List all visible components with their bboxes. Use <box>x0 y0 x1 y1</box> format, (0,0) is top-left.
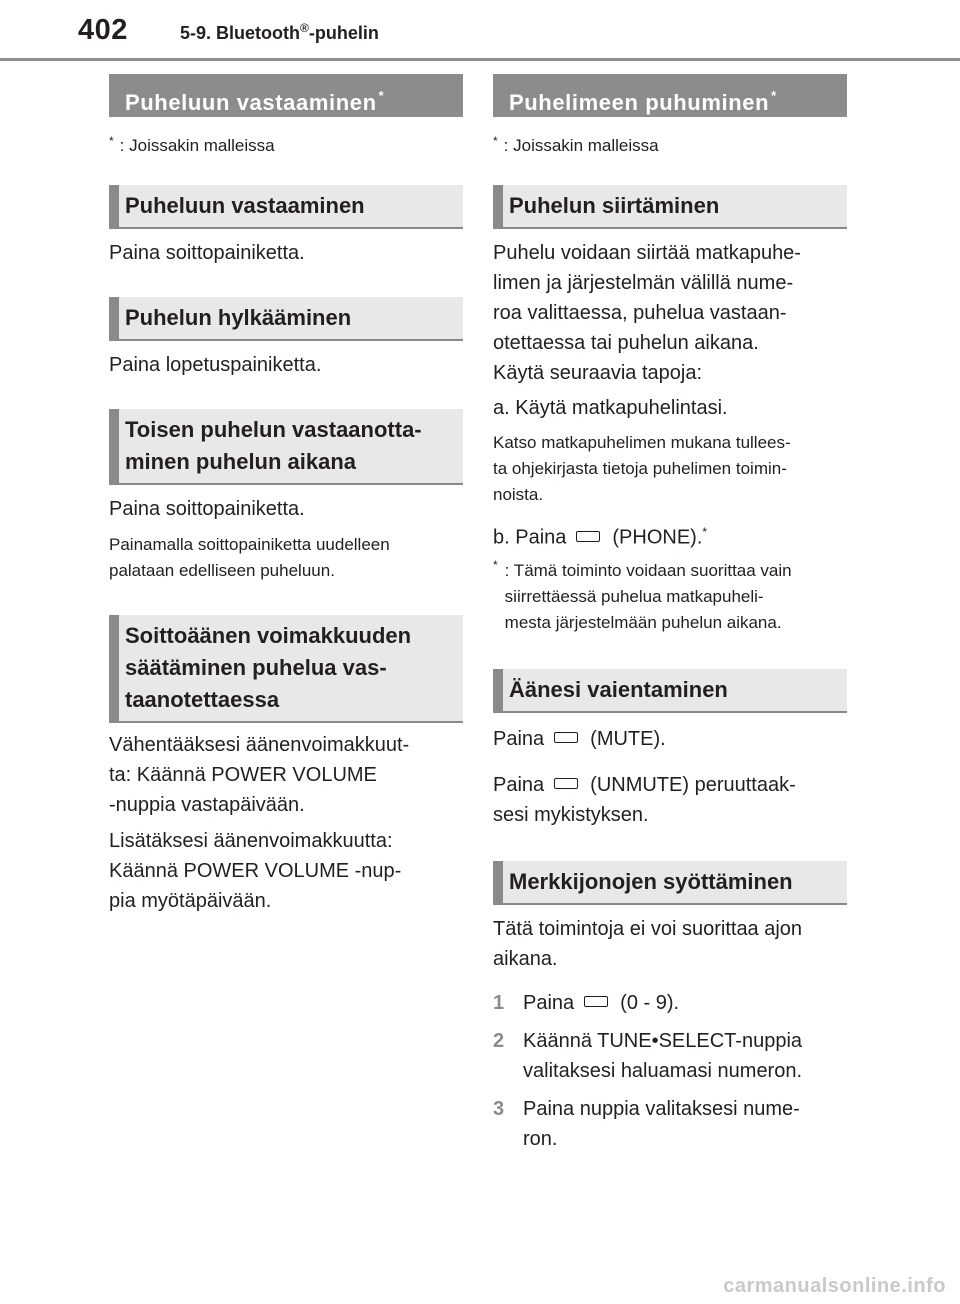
ring-volume-decrease: Vähentääksesi äänenvoimakkuut- ta: Käännä POWER VOLUME -nuppia vastapäivään. <box>109 734 410 816</box>
step-3: 3 Paina nuppia valitaksesi nume- ron. <box>493 1097 800 1150</box>
mute-text: Paina (MUTE). <box>493 727 666 750</box>
section-heading-ring-volume: Soittoäänen voimakkuuden säätäminen puhelua vas- taanotettaessa <box>109 615 463 723</box>
page-number: 402 <box>78 14 128 46</box>
transfer-option-a-note: Katso matkapuhelimen mukana tullees- ta ohjekirjasta tietoja puhelimen toimin- noista. <box>493 433 791 504</box>
mute-button-icon <box>554 732 578 743</box>
ring-volume-increase: Lisätäksesi äänenvoimakkuutta: Käännä POWER VOLUME -nup- pia myötäpäivään. <box>109 830 402 912</box>
model-note: * : Joissakin malleissa <box>109 134 275 155</box>
section-heading-input: Merkkijonojen syöttäminen <box>493 861 847 905</box>
left-column <box>109 74 463 916</box>
input-text: Tätä toimintoja ei voi suorittaa ajon aikana. <box>493 917 803 970</box>
phone-button-icon <box>576 531 600 542</box>
section-heading-reject: Puhelun hylkääminen <box>109 297 463 341</box>
section-heading-second-call: Toisen puhelun vastaanotta- minen puhelun aikana <box>109 409 463 485</box>
section-heading-transfer: Puhelun siirtäminen <box>493 185 847 229</box>
transfer-footnote: * : Tämä toiminto voidaan suorittaa vain siirrettäessä puhelua matkapuheli- mesta järjestelmään puhelun aikana. <box>493 557 792 632</box>
main-heading-answer: Puheluun vastaaminen * <box>109 74 463 117</box>
step-1: 1 Paina (0 - 9). <box>493 991 680 1014</box>
section-heading-answer: Puheluun vastaaminen <box>109 185 463 229</box>
step-2: 2 Käännä TUNE•SELECT-nuppia valitaksesi haluamasi numeron. <box>493 1029 803 1082</box>
second-call-note: Painamalla soittopainiketta uudelleen palataan edelliseen puheluun. <box>109 535 390 580</box>
transfer-text: Puhelu voidaan siirtää matkapuhe- limen ja järjestelmän välillä nume- roa valittaessa, puhelua vastaan- otettaessa tai puhelun aikana. Käytä seuraavia tapoja: <box>493 242 801 384</box>
unmute-text: Paina (UNMUTE) peruuttaak- sesi mykistyksen. <box>493 773 796 826</box>
watermark: carmanualsonline.info <box>723 1275 946 1297</box>
main-heading-talking: Puhelimeen puhuminen * <box>493 74 847 117</box>
second-call-text: Paina soittopainiketta. <box>109 498 305 520</box>
unmute-button-icon <box>554 778 578 789</box>
section-heading-mute: Äänesi vaientaminen <box>493 669 847 713</box>
page-header <box>0 0 960 61</box>
transfer-option-a: a. Käytä matkapuhelintasi. <box>493 397 728 419</box>
reject-text: Paina lopetuspainiketta. <box>109 354 322 376</box>
model-note: * : Joissakin malleissa <box>493 134 659 155</box>
answer-text: Paina soittopainiketta. <box>109 242 305 264</box>
digit-button-icon <box>584 996 608 1007</box>
transfer-option-b: b. Paina (PHONE).* <box>493 525 708 549</box>
right-column <box>493 74 847 1154</box>
chapter-title: 5-9. Bluetooth®-puhelin <box>180 21 379 43</box>
